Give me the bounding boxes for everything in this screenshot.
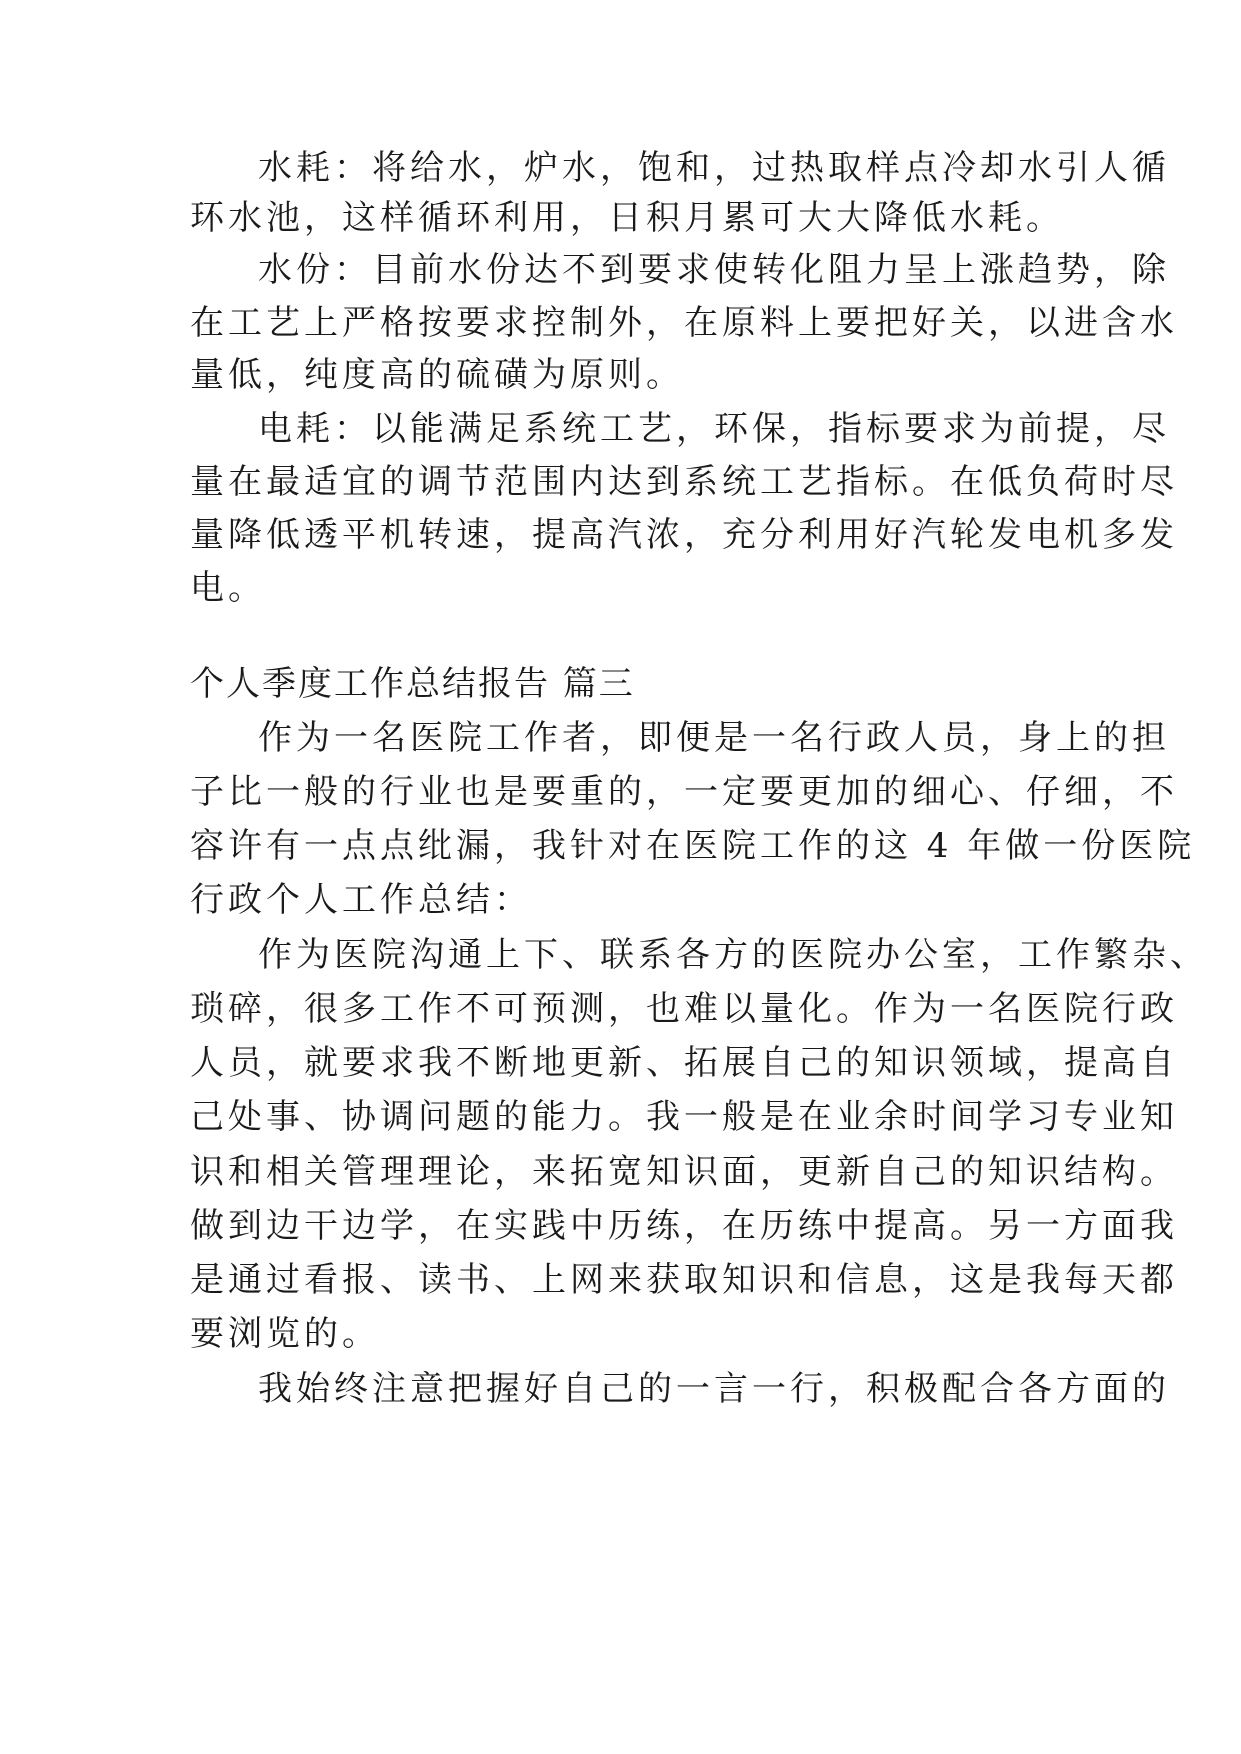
paragraph-line: 在工艺上严格按要求控制外，在原料上要把好关，以进含水 [190, 303, 1178, 343]
paragraph-line: 量在最适宜的调节范围内达到系统工艺指标。在低负荷时尽 [190, 462, 1178, 502]
paragraph-line: 水份：目前水份达不到要求使转化阻力呈上涨趋势，除 [258, 250, 1170, 290]
paragraph-line: 水耗：将给水，炉水，饱和，过热取样点冷却水引人循 [258, 148, 1170, 188]
paragraph-line: 量降低透平机转速，提高汽浓，充分利用好汽轮发电机多发 [190, 515, 1178, 555]
paragraph-line: 电耗：以能满足系统工艺，环保，指标要求为前提，尽 [258, 409, 1170, 449]
paragraph-line: 是通过看报、读书、上网来获取知识和信息，这是我每天都 [190, 1260, 1178, 1300]
paragraph-line: 电。 [190, 568, 266, 608]
paragraph-line: 琐碎，很多工作不可预测，也难以量化。作为一名医院行政 [190, 989, 1178, 1029]
paragraph-line: 作为一名医院工作者，即便是一名行政人员，身上的担 [258, 718, 1170, 758]
paragraph-line: 量低，纯度高的硫磺为原则。 [190, 355, 684, 395]
paragraph-line: 做到边干边学，在实践中历练，在历练中提高。另一方面我 [190, 1206, 1178, 1246]
paragraph-line: 环水池，这样循环利用，日积月累可大大降低水耗。 [190, 198, 1064, 238]
paragraph-line: 己处事、协调问题的能力。我一般是在业余时间学习专业知 [190, 1097, 1178, 1137]
paragraph-line: 识和相关管理理论，来拓宽知识面，更新自己的知识结构。 [190, 1152, 1178, 1192]
paragraph-line: 作为医院沟通上下、联系各方的医院办公室，工作繁杂、 [258, 935, 1208, 975]
paragraph-line: 行政个人工作总结： [190, 880, 532, 920]
paragraph-line: 要浏览的。 [190, 1314, 380, 1354]
paragraph-line: 人员，就要求我不断地更新、拓展自己的知识领域，提高自 [190, 1043, 1178, 1083]
paragraph-line: 我始终注意把握好自己的一言一行，积极配合各方面的 [258, 1369, 1170, 1409]
section-heading: 个人季度工作总结报告 篇三 [190, 664, 635, 704]
paragraph-line: 容许有一点点纰漏，我针对在医院工作的这 4 年做一份医院 [190, 826, 1196, 866]
paragraph-line: 子比一般的行业也是要重的，一定要更加的细心、仔细，不 [190, 772, 1178, 812]
